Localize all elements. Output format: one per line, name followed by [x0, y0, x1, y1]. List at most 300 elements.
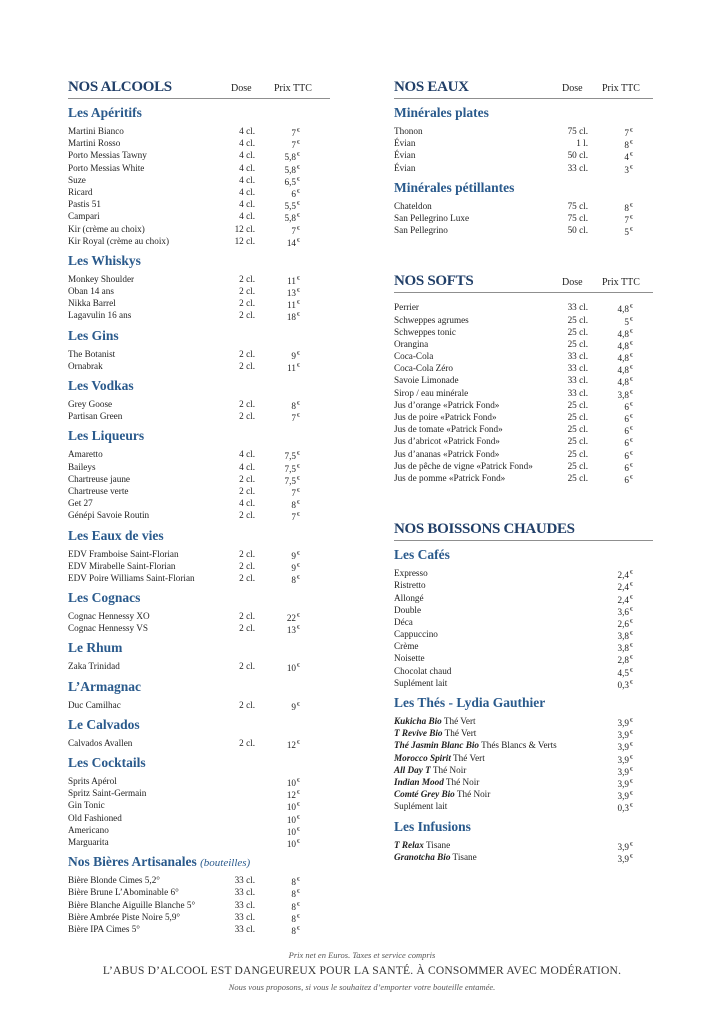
- menu-item: [394, 162, 653, 174]
- category-title: [394, 694, 653, 712]
- euro-symbol: €: [297, 512, 300, 519]
- item-dose: 50 cl.: [567, 150, 588, 161]
- item-dose: 75 cl.: [567, 126, 588, 136]
- euro-symbol: €: [297, 925, 300, 932]
- tea-type: Thé Vert: [442, 728, 477, 739]
- item-dose: 25 cl.: [567, 399, 588, 410]
- price-value: 4,8: [617, 353, 629, 364]
- item-name: Monkey Shoulder: [68, 273, 135, 284]
- menu-item: [394, 628, 653, 640]
- item-name: [394, 788, 490, 800]
- menu-item: [394, 652, 653, 664]
- menu-item: [68, 235, 330, 247]
- euro-symbol: €: [630, 766, 633, 773]
- category-name: Les Thés - Lydia Gauthier: [394, 695, 546, 710]
- item-dose: 33 cl.: [567, 387, 588, 398]
- euro-symbol: €: [630, 643, 633, 650]
- dose-column-label: Dose: [562, 277, 583, 289]
- item-dose: 4 cl.: [239, 150, 255, 161]
- euro-symbol: €: [297, 152, 300, 159]
- euro-symbol: €: [630, 841, 633, 848]
- euro-symbol: €: [630, 667, 633, 674]
- euro-symbol: €: [630, 401, 633, 408]
- price-value: 12: [286, 739, 296, 750]
- menu-item: [68, 812, 330, 824]
- price-value: 10: [286, 826, 296, 837]
- category-title: [394, 179, 653, 197]
- item-dose: 33 cl.: [234, 911, 255, 922]
- item-name: Nikka Barrel: [68, 298, 116, 309]
- tea-type: Thé Noir: [430, 764, 467, 775]
- euro-symbol: €: [297, 913, 300, 920]
- category-title: [394, 818, 653, 836]
- item-name: Jus d’orange «Patrick Fond»: [394, 399, 500, 410]
- menu-item: [394, 715, 653, 727]
- price-value: 7,5: [284, 451, 296, 462]
- price-value: 5,8: [284, 164, 296, 175]
- section-title: NOS ALCOOLS: [68, 79, 172, 95]
- price-value: 3,8: [617, 643, 629, 654]
- category-name: Minérales plates: [394, 105, 489, 120]
- item-name: Bière Blanche Aiguille Blanche 5°: [68, 899, 196, 910]
- category-suffix: (bouteilles): [200, 857, 251, 870]
- price-value: 8: [291, 901, 296, 912]
- item-dose: 33 cl.: [567, 363, 588, 374]
- item-dose: 2 cl.: [239, 473, 255, 484]
- item-name: Coca-Cola Zéro: [394, 363, 453, 374]
- menu-item: [68, 497, 330, 509]
- euro-symbol: €: [297, 237, 300, 244]
- item-price: [618, 677, 633, 691]
- price-value: 6: [624, 474, 629, 485]
- item-dose: 1 l.: [576, 138, 588, 149]
- price-value: 8: [291, 877, 296, 888]
- item-name: Zaka Trinidad: [68, 661, 120, 672]
- price-value: 4,8: [617, 365, 629, 376]
- item-dose: 50 cl.: [567, 225, 588, 236]
- euro-symbol: €: [297, 500, 300, 507]
- euro-symbol: €: [297, 362, 300, 369]
- item-name: Americano: [68, 824, 109, 835]
- item-name: [394, 776, 479, 788]
- menu-item: [394, 326, 653, 338]
- tea-type: Thés Blancs & Verts: [479, 740, 557, 751]
- menu-item: [68, 285, 330, 297]
- category-title: [394, 546, 653, 564]
- euro-symbol: €: [297, 164, 300, 171]
- item-name: [394, 839, 450, 851]
- price-value: 8: [291, 500, 296, 511]
- tea-name: T Revive Bio: [394, 728, 443, 739]
- price-value: 7: [291, 128, 296, 138]
- item-name: Partisan Green: [68, 411, 123, 422]
- item-name: Jus d’ananas «Patrick Fond»: [394, 448, 500, 459]
- category-name: L’Armagnac: [68, 678, 141, 694]
- euro-symbol: €: [297, 826, 300, 833]
- price-value: 8: [291, 401, 296, 411]
- footer-bottle-note: Nous vous proposons, si vous le souhaitez d’emporter votre bouteille entamée.: [228, 982, 496, 992]
- price-value: 3: [624, 164, 629, 175]
- item-name: Suplément lait: [394, 801, 448, 812]
- menu-item: [68, 923, 330, 935]
- item-name: Old Fashioned: [68, 812, 122, 823]
- item-name: Kir Royal (crème au choix): [68, 235, 170, 246]
- price-value: 13: [286, 625, 296, 636]
- euro-symbol: €: [297, 176, 300, 183]
- price-value: 7,5: [284, 463, 296, 474]
- price-value: 6: [624, 426, 629, 437]
- item-dose: 33 cl.: [234, 923, 255, 934]
- item-name: Campari: [68, 211, 100, 222]
- euro-symbol: €: [297, 201, 300, 208]
- tea-name: Thé Jasmin Blanc Bio: [394, 740, 479, 751]
- item-dose: 2 cl.: [239, 737, 255, 748]
- menu-item: [68, 125, 330, 137]
- price-value: 5,8: [284, 213, 296, 224]
- item-name: Jus de poire «Patrick Fond»: [394, 412, 497, 422]
- price-value: 7: [291, 512, 296, 523]
- alcools-header: [68, 70, 330, 99]
- category-name: Les Apéritifs: [68, 105, 142, 120]
- footer-alcohol-warning: L’ABUS D’ALCOOL EST DANGEUREUX POUR LA SANTÉ. À CONSOMMER AVEC MODÉRATION.: [102, 965, 622, 977]
- item-price: [618, 851, 633, 865]
- euro-symbol: €: [630, 128, 633, 134]
- item-dose: 25 cl.: [567, 472, 588, 483]
- euro-symbol: €: [297, 574, 300, 581]
- item-name: Schweppes agrumes: [394, 314, 469, 325]
- menu-item: [68, 273, 330, 285]
- item-name: Déca: [394, 616, 413, 627]
- euro-symbol: €: [630, 730, 633, 737]
- item-name: Amaretto: [68, 449, 103, 460]
- item-dose: 2 cl.: [239, 661, 255, 672]
- euro-symbol: €: [297, 790, 300, 797]
- item-dose: 33 cl.: [567, 351, 588, 362]
- tea-name: Granotcha Bio: [394, 851, 451, 862]
- item-dose: 33 cl.: [567, 302, 588, 313]
- item-dose: 2 cl.: [239, 348, 255, 359]
- item-name: Schweppes tonic: [394, 326, 457, 337]
- item-name: Thonon: [394, 126, 423, 136]
- item-price: [291, 509, 300, 523]
- price-value: 3,9: [617, 853, 629, 864]
- item-name: Ricard: [68, 186, 93, 197]
- euro-symbol: €: [630, 438, 633, 445]
- item-name: Crème: [394, 641, 419, 652]
- price-value: 9: [291, 350, 296, 361]
- menu-item: [394, 314, 653, 326]
- price-value: 7: [291, 413, 296, 424]
- item-name: Évian: [394, 162, 416, 173]
- menu-item: [68, 660, 330, 672]
- euro-symbol: €: [297, 487, 300, 494]
- euro-symbol: €: [630, 679, 633, 686]
- menu-item: [394, 851, 653, 863]
- item-name: Évian: [394, 150, 416, 161]
- price-value: 8: [291, 925, 296, 936]
- tea-type: Thé Vert: [450, 752, 485, 763]
- price-value: 9: [291, 550, 296, 561]
- price-value: 2,6: [617, 618, 629, 629]
- menu-item: [394, 764, 653, 776]
- euro-symbol: €: [297, 877, 300, 884]
- item-price: [287, 622, 300, 636]
- category-name: Les Cafés: [394, 547, 450, 563]
- euro-symbol: €: [297, 213, 300, 220]
- tea-type: Thé Noir: [454, 789, 491, 800]
- price-value: 3,9: [617, 754, 629, 765]
- menu-item: [68, 162, 330, 174]
- item-dose: 25 cl.: [567, 424, 588, 435]
- euro-symbol: €: [630, 582, 633, 589]
- price-value: 6: [624, 450, 629, 461]
- category-name: Les Liqueurs: [68, 428, 145, 444]
- item-name: [394, 739, 557, 751]
- menu-item: [68, 509, 330, 521]
- eaux-list: [394, 104, 653, 236]
- price-value: 4,8: [617, 377, 629, 388]
- price-value: 6: [624, 414, 629, 424]
- item-dose: 4 cl.: [239, 126, 255, 136]
- price-value: 10: [286, 802, 296, 813]
- price-value: 11: [287, 300, 296, 311]
- item-dose: 4 cl.: [239, 138, 255, 149]
- item-dose: 4 cl.: [239, 174, 255, 185]
- item-name: Expresso: [394, 568, 428, 579]
- menu-item: [394, 212, 653, 224]
- item-name: Cappuccino: [394, 629, 438, 640]
- item-dose: 25 cl.: [567, 326, 588, 337]
- item-name: Kir (crème au choix): [68, 223, 145, 234]
- category-name: Les Whiskys: [68, 252, 141, 268]
- item-dose: 2 cl.: [239, 572, 255, 583]
- euro-symbol: €: [630, 462, 633, 469]
- price-value: 0,3: [617, 803, 629, 814]
- price-value: 8: [291, 913, 296, 924]
- menu-item: [394, 739, 653, 751]
- euro-symbol: €: [297, 739, 300, 746]
- item-name: Martini Rosso: [68, 138, 121, 149]
- menu-item: [68, 548, 330, 560]
- menu-item: [68, 886, 330, 898]
- menu-item: [68, 398, 330, 410]
- item-dose: 12 cl.: [234, 223, 255, 234]
- section-title: NOS BOISSONS CHAUDES: [394, 521, 575, 538]
- item-dose: 2 cl.: [239, 699, 255, 710]
- menu-item: [394, 592, 653, 604]
- menu-item: [68, 899, 330, 911]
- euro-symbol: €: [630, 227, 633, 234]
- menu-item: [68, 699, 330, 711]
- category-title: [68, 327, 330, 345]
- euro-symbol: €: [630, 450, 633, 457]
- menu-item: [394, 752, 653, 764]
- menu-item: [394, 460, 653, 472]
- euro-symbol: €: [297, 225, 300, 232]
- dose-column-label: Dose: [231, 83, 252, 94]
- euro-symbol: €: [297, 889, 300, 896]
- euro-symbol: €: [630, 778, 633, 785]
- item-dose: 4 cl.: [239, 186, 255, 197]
- item-name: Génépi Savoie Routin: [68, 510, 150, 521]
- item-dose: 4 cl.: [239, 211, 255, 222]
- item-price: [291, 572, 300, 586]
- menu-item: [394, 200, 653, 212]
- item-price: [287, 836, 300, 850]
- price-value: 9: [291, 701, 296, 712]
- item-name: [394, 727, 476, 739]
- menu-item: [68, 473, 330, 485]
- euro-symbol: €: [297, 463, 300, 470]
- menu-item: [68, 560, 330, 572]
- price-value: 4,8: [617, 328, 629, 339]
- item-name: [394, 752, 485, 764]
- euro-symbol: €: [630, 742, 633, 749]
- menu-item: [394, 839, 653, 851]
- price-column-label: Prix TTC: [274, 83, 312, 94]
- item-name: EDV Poire Williams Saint-Florian: [68, 572, 195, 583]
- item-name: Orangina: [394, 338, 429, 349]
- price-value: 2,8: [617, 655, 629, 666]
- euro-symbol: €: [297, 401, 300, 407]
- price-value: 18: [286, 312, 296, 323]
- item-name: Spritz Saint-Germain: [68, 788, 147, 799]
- item-name: Oban 14 ans: [68, 286, 114, 297]
- price-value: 6: [291, 188, 296, 199]
- euro-symbol: €: [630, 803, 633, 810]
- menu-item: [68, 360, 330, 372]
- price-value: 2,4: [617, 594, 629, 605]
- menu-item: [394, 776, 653, 788]
- menu-item: [68, 775, 330, 787]
- footer-price-note: Prix net en Euros. Taxes et service compris: [288, 950, 436, 960]
- euro-symbol: €: [297, 275, 300, 282]
- item-dose: 75 cl.: [567, 212, 588, 223]
- price-value: 2,4: [617, 582, 629, 593]
- menu-item: [394, 788, 653, 800]
- item-name: Porto Messias White: [68, 162, 145, 173]
- price-value: 11: [287, 275, 296, 286]
- item-name: The Botanist: [68, 348, 116, 359]
- price-value: 7: [291, 225, 296, 236]
- menu-item: [68, 186, 330, 198]
- menu-item: [68, 410, 330, 422]
- euro-symbol: €: [630, 152, 633, 159]
- euro-symbol: €: [630, 164, 633, 171]
- item-dose: 4 cl.: [239, 199, 255, 210]
- menu-item: [68, 348, 330, 360]
- menu-item: [394, 423, 653, 435]
- price-value: 10: [286, 778, 296, 788]
- category-name: Les Gins: [68, 327, 119, 343]
- item-dose: 25 cl.: [567, 412, 588, 422]
- item-dose: 2 cl.: [239, 310, 255, 321]
- price-value: 3,6: [617, 606, 629, 617]
- price-column-label: Prix TTC: [602, 277, 640, 289]
- category-title: [68, 377, 330, 395]
- item-dose: 2 cl.: [239, 611, 255, 622]
- item-price: [291, 923, 300, 937]
- item-price: [624, 224, 633, 238]
- euro-symbol: €: [297, 663, 300, 670]
- item-dose: 25 cl.: [567, 436, 588, 447]
- menu-item: [68, 210, 330, 222]
- item-price: [291, 699, 300, 713]
- menu-item: [68, 836, 330, 848]
- menu-item: [68, 461, 330, 473]
- price-value: 4,5: [617, 667, 629, 678]
- category-title: [68, 853, 330, 871]
- item-name: [394, 715, 476, 727]
- menu-item: [68, 824, 330, 836]
- menu-item: [394, 579, 653, 591]
- item-price: [291, 410, 300, 424]
- item-name: Porto Messias Tawny: [68, 150, 147, 161]
- menu-item: [68, 572, 330, 584]
- menu-item: [394, 301, 653, 313]
- euro-symbol: €: [630, 353, 633, 360]
- item-dose: 2 cl.: [239, 298, 255, 309]
- item-dose: 33 cl.: [234, 899, 255, 910]
- item-dose: 12 cl.: [234, 235, 255, 246]
- euro-symbol: €: [630, 718, 633, 724]
- menu-item: [394, 567, 653, 579]
- item-name: Sirop / eau minérale: [394, 387, 469, 398]
- category-title: [68, 427, 330, 445]
- price-value: 10: [286, 814, 296, 825]
- menu-item: [394, 472, 653, 484]
- menu-item: [68, 137, 330, 149]
- item-dose: 2 cl.: [239, 273, 255, 284]
- tea-type: Thé Vert: [441, 716, 476, 726]
- menu-item: [394, 387, 653, 399]
- euro-symbol: €: [297, 613, 300, 620]
- item-name: Chocolat chaud: [394, 665, 452, 676]
- price-value: 7,5: [284, 475, 296, 486]
- price-value: 4,8: [617, 304, 629, 315]
- euro-symbol: €: [630, 389, 633, 396]
- euro-symbol: €: [630, 791, 633, 798]
- item-name: Get 27: [68, 498, 93, 509]
- euro-symbol: €: [630, 594, 633, 601]
- item-name: Jus d’abricot «Patrick Fond»: [394, 436, 500, 447]
- price-value: 22: [286, 613, 296, 624]
- softs-header: [394, 264, 653, 293]
- price-value: 12: [286, 790, 296, 801]
- menu-item: [68, 448, 330, 460]
- eaux-header: [394, 70, 653, 99]
- euro-symbol: €: [630, 606, 633, 613]
- price-value: 3,9: [617, 766, 629, 777]
- price-value: 6,5: [284, 176, 296, 187]
- dose-column-label: Dose: [562, 83, 583, 94]
- euro-symbol: €: [297, 814, 300, 821]
- price-value: 3,9: [617, 718, 629, 728]
- alcools-list: [68, 104, 330, 935]
- item-name: Jus de tomate «Patrick Fond»: [394, 424, 503, 435]
- euro-symbol: €: [630, 365, 633, 372]
- tea-name: T Relax: [394, 839, 424, 850]
- price-value: 5: [624, 316, 629, 327]
- euro-symbol: €: [297, 778, 300, 784]
- menu-item: [68, 174, 330, 186]
- euro-symbol: €: [297, 625, 300, 632]
- euro-symbol: €: [297, 413, 300, 420]
- euro-symbol: €: [297, 562, 300, 569]
- menu-item: [394, 677, 653, 689]
- menu-item: [68, 198, 330, 210]
- item-dose: 4 cl.: [239, 162, 255, 173]
